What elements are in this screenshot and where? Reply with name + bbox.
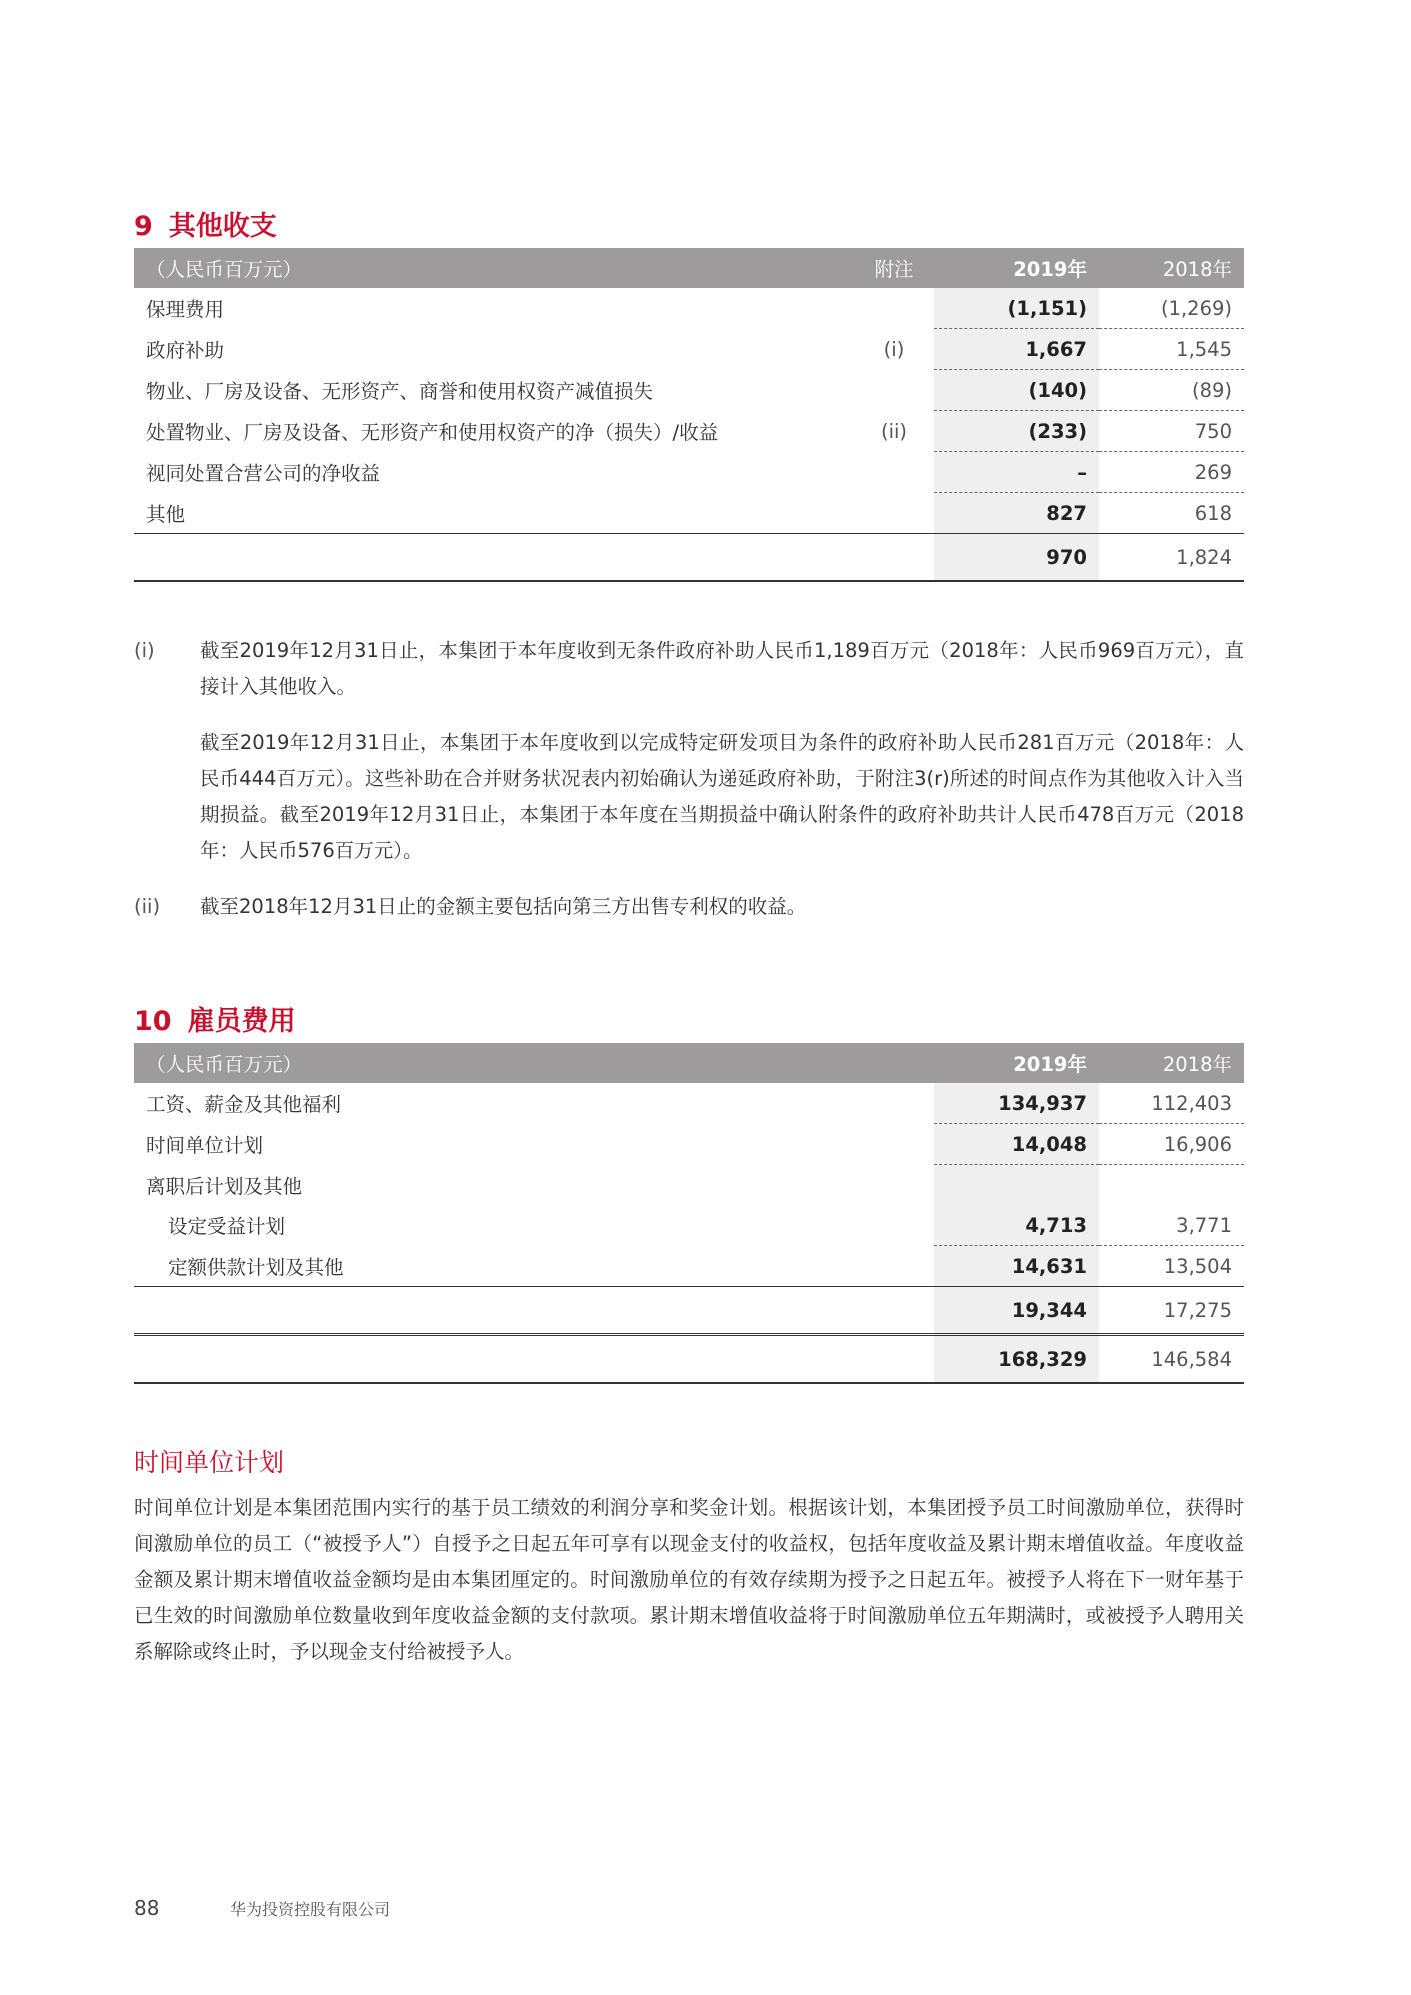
- year-2019-header: 2019年: [934, 1043, 1099, 1083]
- row-label: 视同处置合营公司的净收益: [146, 462, 381, 485]
- row-label: 离职后计划及其他: [146, 1174, 303, 1198]
- row-note: [854, 452, 934, 493]
- value-2018: [1099, 1165, 1244, 1206]
- value-2019: (233): [934, 411, 1099, 452]
- value-2018: 750: [1099, 411, 1244, 452]
- row-label: 处置物业、厂房及设备、无形资产和使用权资产的净（损失）/收益: [146, 421, 719, 444]
- row-label: 保理费用: [146, 298, 225, 322]
- total-2018: 146,584: [1099, 1335, 1244, 1384]
- section-9-title: [134, 204, 277, 243]
- value-2018: 3,771: [1099, 1205, 1244, 1246]
- table-header-row: [134, 248, 1244, 288]
- footnote-mark: (i): [134, 639, 155, 662]
- value-2018: 269: [1099, 452, 1244, 493]
- value-2019: (140): [934, 370, 1099, 411]
- company-name: 华为投资控股有限公司: [230, 1900, 391, 1919]
- value-2018: 13,504: [1163, 1254, 1232, 1278]
- tup-heading: 时间单位计划: [134, 1448, 285, 1477]
- total-2018: 1,824: [1099, 534, 1244, 582]
- table-row: [134, 1205, 1244, 1246]
- year-2018-header: 2018年: [1099, 248, 1244, 288]
- value-2018: 618: [1194, 501, 1232, 525]
- total-2019: 970: [934, 534, 1099, 582]
- value-2018: 1,545: [1099, 329, 1244, 370]
- footnote-i: [134, 633, 1244, 869]
- page-number: 88: [134, 1896, 160, 1920]
- row-label: 政府补助: [146, 339, 225, 362]
- section-title-text: 其他收支: [168, 211, 277, 242]
- tup-paragraph: 时间单位计划是本集团范围内实行的基于员工绩效的利润分享和奖金计划。根据该计划，本集团授予员工时间激励单位，获得时间激励单位的员工（“被授予人”）自授予之日起五年可享有以现金支付的收益权，包括年度收益及累计期末增值收益。年度收益金额及累计期末增值收益金额均是由本集团厘定的。时间激励单位的有效存续期为授予之日起五年。被授予人将在下一财年基于已生效的时间激励单位数量收到年度收益金额的支付款项。累计期末增值收益将于时间激励单位五年期满时，或被授予人聘用关系解除或终止时，予以现金支付给被授予人。: [134, 1496, 1244, 1663]
- footnote-mark: (ii): [134, 895, 161, 918]
- other-income-table: [134, 248, 1244, 582]
- table-row: [134, 329, 1244, 370]
- footnote-ii: [134, 889, 1244, 925]
- value-2019: (1,151): [934, 288, 1099, 329]
- value-2018: 112,403: [1099, 1083, 1244, 1124]
- total-2019: 168,329: [934, 1335, 1099, 1384]
- footnotes: [134, 633, 1244, 925]
- note-header: 附注: [854, 248, 934, 288]
- row-label: 工资、薪金及其他福利: [146, 1093, 342, 1117]
- section-number: 10: [134, 1006, 172, 1037]
- table-row: [134, 1165, 1244, 1206]
- value-2018: 16,906: [1099, 1124, 1244, 1165]
- value-2019: –: [934, 452, 1099, 493]
- subtotal-2018: 17,275: [1099, 1287, 1244, 1335]
- footnote-paragraph: 截至2019年12月31日止，本集团于本年度收到以完成特定研发项目为条件的政府补助人民币281百万元（2018年：人民币444百万元）。这些补助在合并财务状况表内初始确认为递延政府补助，于附注3(r)所述的时间点作为其他收入计入当期损益。截至2019年12月31日止，本集团于本年度在当期损益中确认附条件的政府补助共计人民币478百万元（2018年：人民币576百万元）。: [200, 731, 1244, 862]
- value-2019: 4,713: [934, 1205, 1099, 1246]
- row-label: 其他: [146, 502, 186, 526]
- year-2019-header: 2019年: [934, 248, 1099, 288]
- value-2019: 134,937: [934, 1083, 1099, 1124]
- table-row: [134, 370, 1244, 411]
- row-note: (ii): [880, 419, 908, 443]
- total-row: [134, 1335, 1244, 1384]
- unit-header: （人民币百万元）: [134, 248, 854, 288]
- section-title-text: 雇员费用: [187, 1006, 296, 1037]
- value-2019: 14,048: [934, 1124, 1099, 1165]
- row-label: 设定受益计划: [168, 1215, 286, 1239]
- subtotal-2019: 19,344: [934, 1287, 1099, 1335]
- footnote-paragraph: 截至2018年12月31日止的金额主要包括向第三方出售专利权的收益。: [200, 895, 807, 918]
- total-row: [134, 534, 1244, 582]
- footnote-paragraph: 截至2019年12月31日止，本集团于本年度收到无条件政府补助人民币1,189百万元（2018年：人民币969百万元），直接计入其他收入。: [200, 639, 1244, 698]
- value-2019: 827: [934, 493, 1099, 534]
- row-label: 时间单位计划: [146, 1134, 264, 1157]
- table-row: [134, 1083, 1244, 1124]
- row-note: [854, 288, 934, 329]
- row-note: [854, 493, 934, 534]
- table-row: [134, 288, 1244, 329]
- value-2018: (89): [1099, 370, 1244, 411]
- employee-cost-table: [134, 1043, 1244, 1384]
- value-2019: 1,667: [934, 329, 1099, 370]
- value-2019: [934, 1165, 1099, 1206]
- section-10-title: [134, 999, 296, 1038]
- subtotal-row: [134, 1287, 1244, 1335]
- table-row: [134, 1124, 1244, 1165]
- value-2018: (1,269): [1099, 288, 1244, 329]
- value-2019: 14,631: [934, 1246, 1099, 1287]
- row-note: [854, 370, 934, 411]
- year-2018-header: 2018年: [1099, 1043, 1244, 1083]
- row-note: (i): [883, 337, 905, 361]
- table-header-row: [134, 1043, 1244, 1083]
- table-row: [134, 411, 1244, 452]
- row-label: 物业、厂房及设备、无形资产、商誉和使用权资产减值损失: [146, 380, 654, 403]
- page-footer: [134, 1896, 390, 1920]
- section-number: 9: [134, 211, 153, 242]
- table-row: [134, 1246, 1244, 1287]
- unit-header: （人民币百万元）: [134, 1043, 934, 1083]
- table-row: [134, 452, 1244, 493]
- row-label: 定额供款计划及其他: [168, 1255, 344, 1279]
- table-row: [134, 493, 1244, 534]
